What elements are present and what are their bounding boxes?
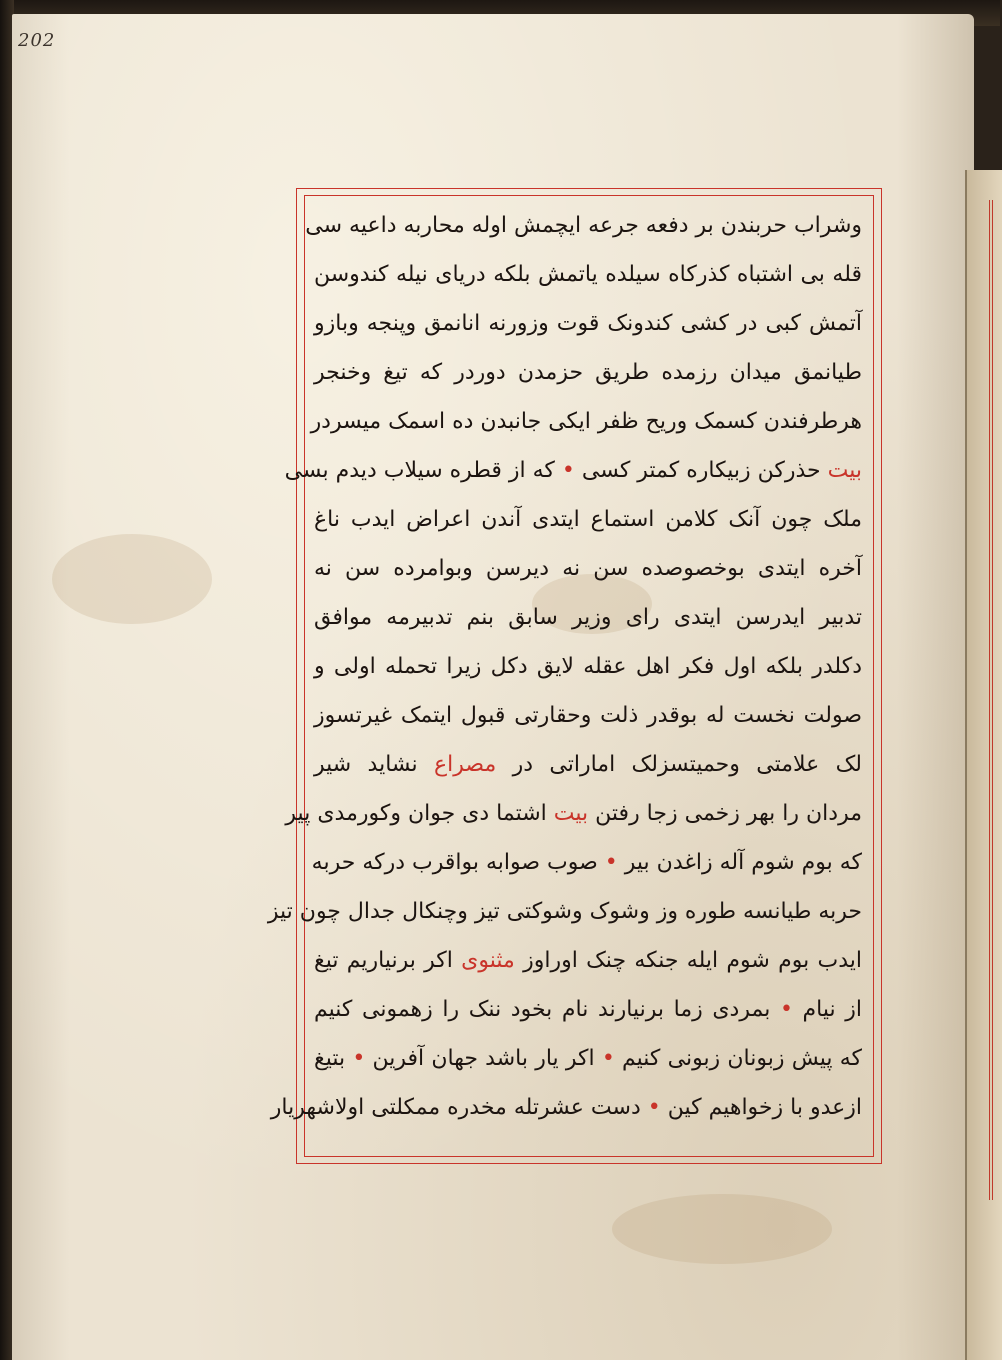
text-segment: نشاید شیر xyxy=(314,752,435,777)
next-page-edge xyxy=(965,170,1002,1360)
text-line xyxy=(314,941,862,981)
text-line xyxy=(305,206,862,246)
text-line xyxy=(314,1039,862,1079)
text-line xyxy=(314,304,862,344)
rubric-word: بیت xyxy=(553,801,589,826)
text-segment: از نیام xyxy=(792,997,862,1022)
text-segment: هرطرفندن کسمک وریح ظفر ایکی جانبدن ده اسمک میسردر xyxy=(310,409,862,434)
text-line xyxy=(314,353,862,393)
rubric-word: مصراع xyxy=(434,752,497,777)
next-page-frame xyxy=(989,200,993,1200)
folio-number: 202 xyxy=(18,30,56,51)
text-segment: تدبیر ایدرسن ایتدی رای وزیر سابق بنم تدبیرمه موافق xyxy=(314,605,862,630)
text-segment: که بوم شوم آله زاغدن بیر xyxy=(617,850,862,875)
paper-stain xyxy=(612,1194,832,1264)
rubric-word: • xyxy=(647,1095,661,1120)
text-segment: اکر یار باشد جهان آفرین xyxy=(365,1046,602,1071)
text-segment: لک علامتی وحمیتسزلک اماراتی در xyxy=(496,752,863,777)
text-line xyxy=(314,745,862,785)
text-segment: ملک چون آنک کلامن استماع ایتدی آندن اعراض ایدب ناغ xyxy=(314,507,862,532)
text-segment: حربه طیانسه طوره وز وشوک وشوکتی تیز وچنکال جدال چون تیز xyxy=(267,899,862,924)
text-segment: صولت نخست له بوقدر ذلت وحقارتی قبول ایتمک غیرتسوز xyxy=(314,703,862,728)
text-segment: آخره ایتدی بوخصوصده سن نه دیرسن وبوامرده سن نه xyxy=(314,556,862,581)
rubric-word: • xyxy=(601,1046,615,1071)
text-line xyxy=(314,500,862,540)
text-segment: اشتما دی جوان وکورمدی پیر xyxy=(285,801,554,826)
text-line xyxy=(267,892,862,932)
text-segment: مردان را بهر زخمی زجا رفتن xyxy=(588,801,862,826)
text-segment: ایدب بوم شوم ایله جنکه چنک اوراوز xyxy=(514,948,862,973)
text-line xyxy=(285,794,862,834)
text-line xyxy=(314,598,862,638)
text-segment: بمردی زما برنیارند نام بخود ننک را زهمونی کنیم xyxy=(314,997,780,1022)
paper-stain xyxy=(52,534,212,624)
text-segment: حذرکن زبیکاره کمتر کسی xyxy=(574,458,828,483)
text-segment: آتمش کبی در کشی کندونک قوت وزورنه انانمق وپنجه وبازو xyxy=(314,311,862,336)
text-line xyxy=(284,451,862,491)
text-line xyxy=(314,696,862,736)
text-line xyxy=(270,1088,862,1128)
text-line xyxy=(314,549,862,589)
manuscript-text-block xyxy=(267,206,863,1146)
text-line xyxy=(314,647,862,687)
text-segment: بتیغ xyxy=(314,1046,353,1071)
rubric-word: • xyxy=(561,458,575,483)
text-segment: دکلدر بلکه اول فکر اهل عقله لایق دکل زیرا تحمله اولی و xyxy=(314,654,862,679)
rubric-word: • xyxy=(604,850,618,875)
text-line xyxy=(310,402,862,442)
text-segment: که از قطره سیلاب دیدم بسی xyxy=(284,458,562,483)
text-line xyxy=(311,843,862,883)
text-segment: طیانمق میدان رزمده طریق حزمدن دوردر که تیغ وخنجر xyxy=(314,360,862,385)
text-segment: صوب صوابه بواقرب درکه حربه xyxy=(311,850,605,875)
text-segment: که پیش زبونان زبونی کنیم xyxy=(614,1046,862,1071)
rubric-word: بیت xyxy=(827,458,862,483)
text-segment: دست عشرتله مخدره ممکلتی اولاشهریار xyxy=(270,1095,648,1120)
text-line xyxy=(314,990,862,1030)
text-line xyxy=(314,255,862,295)
text-segment: ازعدو با زخواهیم کین xyxy=(660,1095,862,1120)
rubric-word: • xyxy=(352,1046,366,1071)
rubric-word: مثنوی xyxy=(461,948,515,973)
text-segment: اکر برنیاریم تیغ xyxy=(314,948,462,973)
text-segment: قله بی اشتباه کذرکاه سیلده یاتمش بلکه دریای نیله کندوسن xyxy=(314,262,862,287)
text-segment: وشراب حربندن بر دفعه جرعه ایچمش اوله محاربه داعیه سی xyxy=(305,213,862,238)
rubric-word: • xyxy=(779,997,793,1022)
